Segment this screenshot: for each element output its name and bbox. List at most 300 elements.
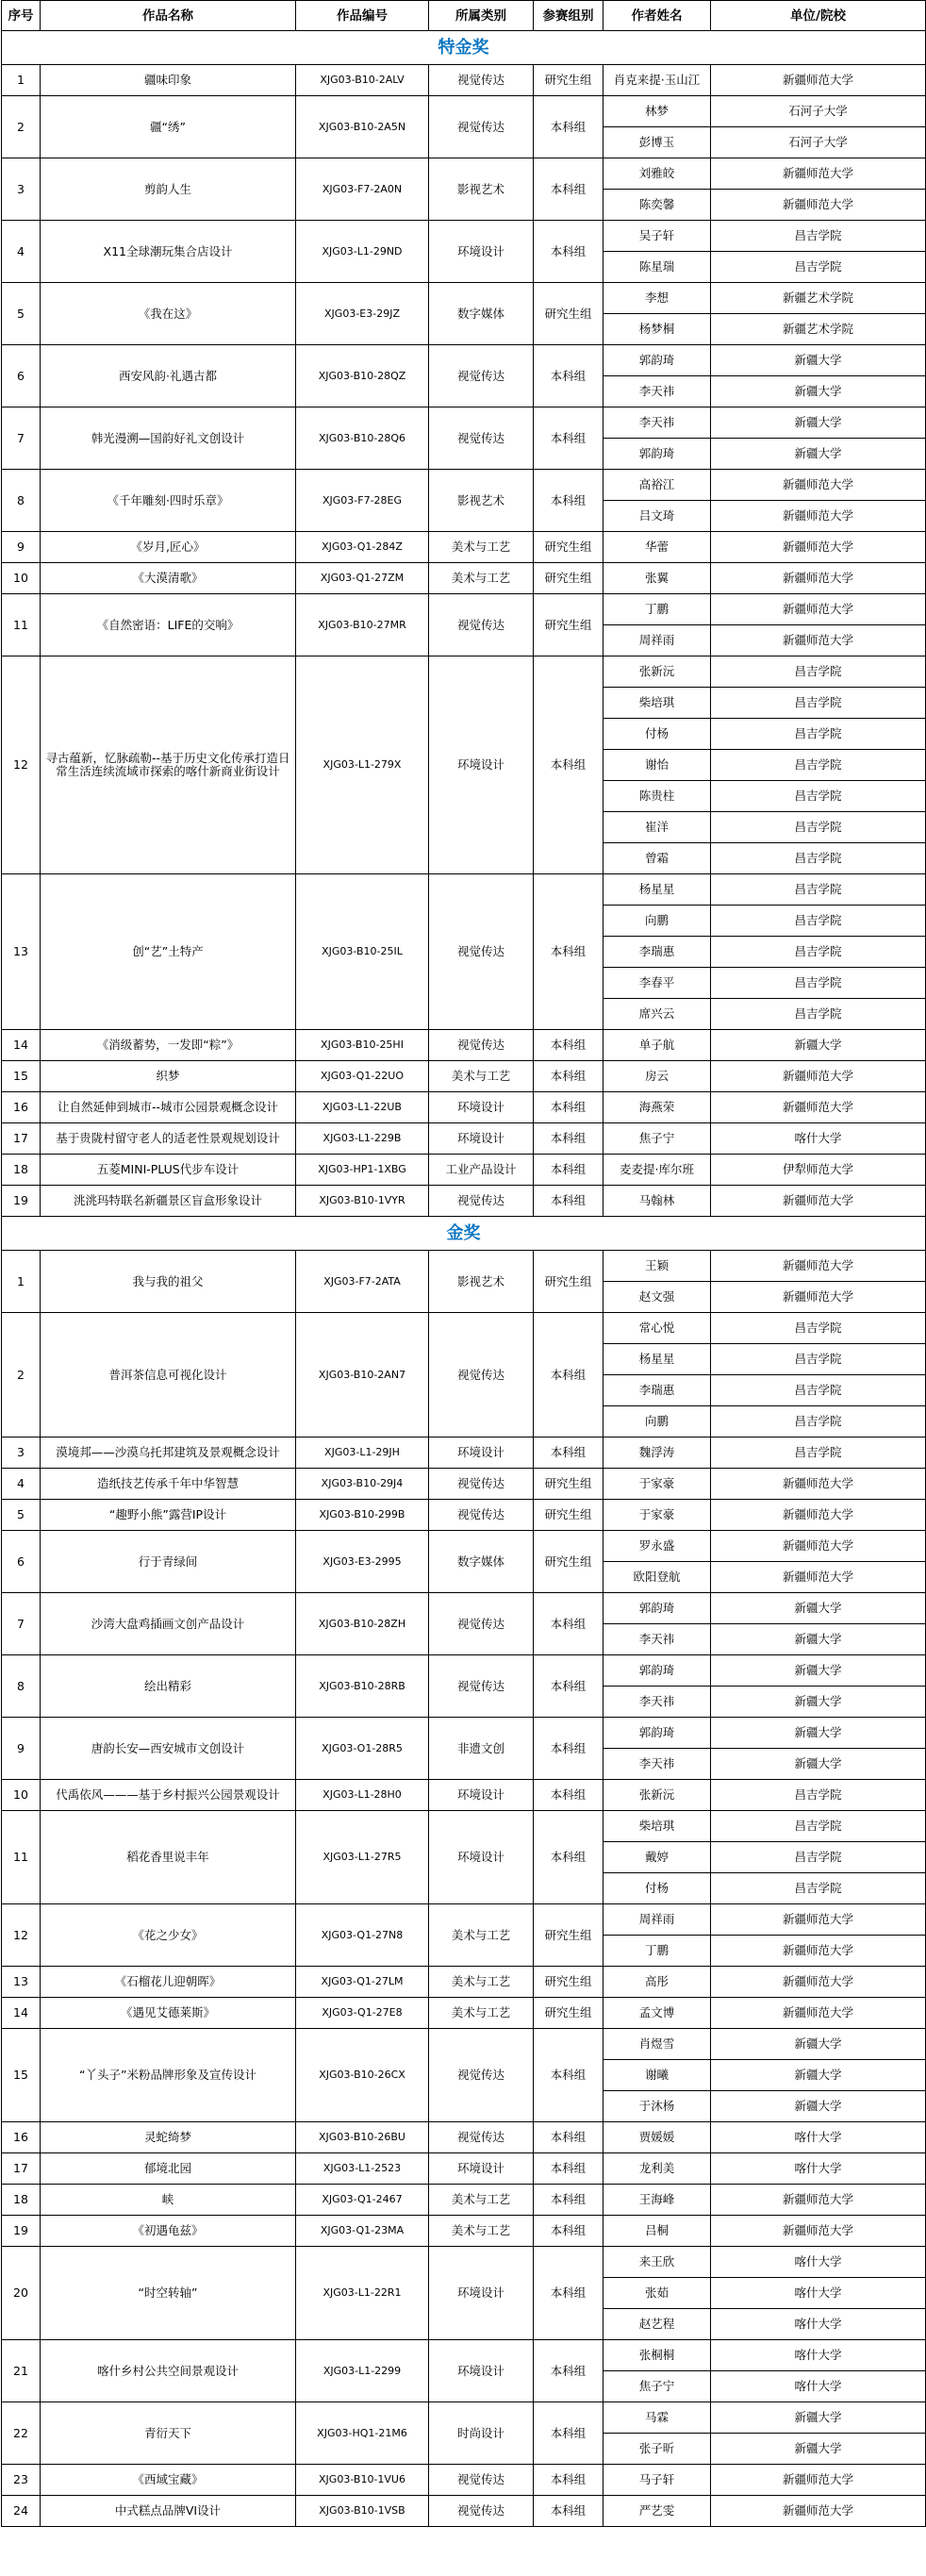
table-row (2, 2465, 926, 2496)
cell-group: 本科组 (534, 345, 604, 407)
cell-name: 灵蛇绮梦 (41, 2122, 296, 2153)
cell-no: 1 (2, 65, 41, 96)
cell-author: 林梦 (604, 96, 711, 127)
cell-author: 李天祎 (604, 1624, 711, 1655)
section-row (2, 1217, 926, 1251)
cell-code: XJG03-B10-25IL (296, 874, 429, 1030)
cell-no: 2 (2, 96, 41, 158)
cell-no: 16 (2, 2122, 41, 2153)
cell-school: 新疆师范大学 (711, 594, 926, 625)
cell-name: X11全球潮玩集合店设计 (41, 221, 296, 283)
cell-category: 环境设计 (429, 1123, 534, 1155)
cell-school: 新疆大学 (711, 1749, 926, 1780)
table-row (2, 2496, 926, 2527)
table-row (2, 1469, 926, 1500)
cell-school: 新疆师范大学 (711, 2185, 926, 2216)
cell-group: 本科组 (534, 2216, 604, 2247)
cell-category: 数字媒体 (429, 1531, 534, 1593)
cell-group: 本科组 (534, 1061, 604, 1092)
cell-group: 本科组 (534, 1155, 604, 1186)
cell-author: 肖克来提·玉山江 (604, 65, 711, 96)
cell-school: 昌吉学院 (711, 252, 926, 283)
cell-author: 李天祎 (604, 1749, 711, 1780)
cell-author: 李天祎 (604, 1687, 711, 1718)
cell-no: 4 (2, 1469, 41, 1500)
cell-name: 疆“绣” (41, 96, 296, 158)
cell-author: 于家豪 (604, 1500, 711, 1531)
cell-name: 绘出精彩 (41, 1655, 296, 1718)
table-row (2, 1500, 926, 1531)
cell-group: 本科组 (534, 1593, 604, 1655)
cell-name: 造纸技艺传承千年中华智慧 (41, 1469, 296, 1500)
cell-author: 丁鹏 (604, 1936, 711, 1967)
table-row (2, 1092, 926, 1123)
cell-school: 石河子大学 (711, 96, 926, 127)
cell-name: 疆味印象 (41, 65, 296, 96)
cell-author: 常心悦 (604, 1313, 711, 1344)
cell-school: 新疆师范大学 (711, 65, 926, 96)
cell-author: 向鹏 (604, 1406, 711, 1438)
cell-category: 美术与工艺 (429, 563, 534, 594)
cell-school: 喀什大学 (711, 2309, 926, 2340)
cell-school: 新疆大学 (711, 2402, 926, 2434)
cell-name: 《千年雕刻·四时乐章》 (41, 470, 296, 532)
cell-group: 研究生组 (534, 65, 604, 96)
cell-category: 视觉传达 (429, 594, 534, 656)
cell-code: XJG03-B10-28Q6 (296, 407, 429, 470)
cell-code: XJG03-B10-25HI (296, 1030, 429, 1061)
cell-author: 郭韵琦 (604, 1593, 711, 1624)
cell-group: 本科组 (534, 96, 604, 158)
table-row (2, 345, 926, 376)
table-row (2, 1718, 926, 1749)
cell-author: 马霖 (604, 2402, 711, 2434)
cell-author: 席兴云 (604, 999, 711, 1030)
cell-code: XJG03-B10-1VSB (296, 2496, 429, 2527)
cell-name: 韩光漫溯—国韵好礼文创设计 (41, 407, 296, 470)
cell-no: 12 (2, 656, 41, 874)
cell-school: 昌吉学院 (711, 1780, 926, 1811)
cell-school: 昌吉学院 (711, 1313, 926, 1344)
cell-name: “时空转轴” (41, 2247, 296, 2340)
cell-school: 昌吉学院 (711, 1438, 926, 1469)
cell-school: 昌吉学院 (711, 1344, 926, 1375)
cell-name: 青衍天下 (41, 2402, 296, 2465)
cell-group: 研究生组 (534, 1469, 604, 1500)
cell-code: XJG03-B10-28ZH (296, 1593, 429, 1655)
cell-no: 15 (2, 1061, 41, 1092)
cell-name: 《遇见艾德莱斯》 (41, 1998, 296, 2029)
cell-author: 郭韵琦 (604, 1655, 711, 1687)
cell-school: 昌吉学院 (711, 937, 926, 968)
cell-author: 焦子宁 (604, 2371, 711, 2402)
cell-author: 张翼 (604, 563, 711, 594)
cell-code: XJG03-L1-2299 (296, 2340, 429, 2402)
cell-code: XJG03-B10-2AN7 (296, 1313, 429, 1438)
cell-author: 龙利美 (604, 2153, 711, 2185)
cell-category: 环境设计 (429, 1811, 534, 1904)
table-row (2, 407, 926, 439)
section-title: 特金奖 (2, 31, 926, 65)
cell-school: 喀什大学 (711, 2247, 926, 2278)
cell-name: 峡 (41, 2185, 296, 2216)
cell-school: 喀什大学 (711, 2278, 926, 2309)
cell-code: XJG03-B10-28RB (296, 1655, 429, 1718)
cell-name: 《消级蓄势，一发即“粽”》 (41, 1030, 296, 1061)
cell-school: 石河子大学 (711, 127, 926, 158)
cell-author: 马翰林 (604, 1186, 711, 1217)
cell-school: 新疆大学 (711, 2060, 926, 2091)
cell-author: 李天祎 (604, 376, 711, 407)
cell-school: 昌吉学院 (711, 1842, 926, 1873)
cell-author: 谢曦 (604, 2060, 711, 2091)
cell-author: 房云 (604, 1061, 711, 1092)
cell-name: 《西域宝藏》 (41, 2465, 296, 2496)
table-row (2, 532, 926, 563)
cell-name: 《石榴花儿迎朝晖》 (41, 1967, 296, 1998)
cell-school: 昌吉学院 (711, 999, 926, 1030)
cell-group: 本科组 (534, 1780, 604, 1811)
cell-school: 昌吉学院 (711, 688, 926, 719)
cell-school: 新疆大学 (711, 1687, 926, 1718)
cell-group: 研究生组 (534, 1531, 604, 1593)
cell-author: 柴培琪 (604, 1811, 711, 1842)
cell-author: 曾霜 (604, 843, 711, 874)
cell-no: 15 (2, 2029, 41, 2122)
cell-author: 张子昕 (604, 2434, 711, 2465)
cell-author: 海燕荣 (604, 1092, 711, 1123)
cell-school: 新疆大学 (711, 376, 926, 407)
cell-group: 本科组 (534, 158, 604, 221)
cell-school: 喀什大学 (711, 2153, 926, 2185)
cell-no: 8 (2, 470, 41, 532)
cell-school: 新疆师范大学 (711, 190, 926, 221)
cell-no: 17 (2, 1123, 41, 1155)
header-name: 作品名称 (41, 1, 296, 31)
cell-group: 研究生组 (534, 1967, 604, 1998)
cell-category: 视觉传达 (429, 1593, 534, 1655)
cell-category: 环境设计 (429, 1780, 534, 1811)
cell-school: 新疆师范大学 (711, 2496, 926, 2527)
cell-group: 本科组 (534, 2185, 604, 2216)
cell-school: 喀什大学 (711, 2122, 926, 2153)
cell-name: 稻花香里说丰年 (41, 1811, 296, 1904)
cell-category: 视觉传达 (429, 407, 534, 470)
cell-author: 马子轩 (604, 2465, 711, 2496)
cell-author: 严艺雯 (604, 2496, 711, 2527)
cell-name: “趣野小熊”露营IP设计 (41, 1500, 296, 1531)
cell-category: 影视艺术 (429, 158, 534, 221)
cell-code: XJG03-Q1-27ZM (296, 563, 429, 594)
cell-code: XJG03-E3-29JZ (296, 283, 429, 345)
cell-group: 本科组 (534, 1438, 604, 1469)
cell-no: 21 (2, 2340, 41, 2402)
table-row (2, 1251, 926, 1282)
cell-no: 3 (2, 1438, 41, 1469)
cell-no: 7 (2, 1593, 41, 1655)
cell-category: 美术与工艺 (429, 2216, 534, 2247)
cell-no: 2 (2, 1313, 41, 1438)
cell-author: 杨星星 (604, 1344, 711, 1375)
cell-school: 新疆艺术学院 (711, 314, 926, 345)
cell-group: 本科组 (534, 2247, 604, 2340)
table-row (2, 1811, 926, 1842)
cell-author: 丁鹏 (604, 594, 711, 625)
cell-school: 新疆师范大学 (711, 563, 926, 594)
cell-author: 罗永盛 (604, 1531, 711, 1562)
cell-category: 影视艺术 (429, 1251, 534, 1313)
cell-school: 新疆师范大学 (711, 1469, 926, 1500)
cell-no: 11 (2, 594, 41, 656)
section-title: 金奖 (2, 1217, 926, 1251)
cell-school: 新疆艺术学院 (711, 283, 926, 314)
cell-group: 研究生组 (534, 283, 604, 345)
cell-school: 新疆师范大学 (711, 1092, 926, 1123)
cell-category: 视觉传达 (429, 96, 534, 158)
cell-code: XJG03-Q1-2467 (296, 2185, 429, 2216)
header-code: 作品编号 (296, 1, 429, 31)
table-row (2, 2185, 926, 2216)
cell-group: 本科组 (534, 2465, 604, 2496)
cell-name: 《大漠清歌》 (41, 563, 296, 594)
cell-name: 《自然密语：LIFE的交响》 (41, 594, 296, 656)
cell-code: XJG03-Q1-27E8 (296, 1998, 429, 2029)
header-row (2, 1, 926, 31)
cell-school: 新疆师范大学 (711, 1531, 926, 1562)
cell-school: 新疆师范大学 (711, 158, 926, 190)
cell-author: 陈奕馨 (604, 190, 711, 221)
table-row (2, 656, 926, 688)
table-row (2, 1655, 926, 1687)
cell-code: XJG03-Q1-22UO (296, 1061, 429, 1092)
table-row (2, 1186, 926, 1217)
cell-author: 彭博玉 (604, 127, 711, 158)
cell-code: XJG03-HQ1-21M6 (296, 2402, 429, 2465)
cell-school: 新疆大学 (711, 1718, 926, 1749)
cell-no: 24 (2, 2496, 41, 2527)
cell-name: 《初遇龟兹》 (41, 2216, 296, 2247)
cell-no: 9 (2, 1718, 41, 1780)
cell-group: 本科组 (534, 1123, 604, 1155)
cell-school: 新疆师范大学 (711, 1998, 926, 2029)
cell-school: 新疆大学 (711, 1030, 926, 1061)
cell-name: 代禹依风———基于乡村振兴公园景观设计 (41, 1780, 296, 1811)
cell-author: 孟文博 (604, 1998, 711, 2029)
cell-name: 行于青绿间 (41, 1531, 296, 1593)
cell-name: 让自然延伸到城市--城市公园景观概念设计 (41, 1092, 296, 1123)
cell-group: 本科组 (534, 221, 604, 283)
cell-school: 新疆师范大学 (711, 625, 926, 656)
table-row (2, 2340, 926, 2371)
cell-group: 本科组 (534, 1718, 604, 1780)
cell-author: 贾媛媛 (604, 2122, 711, 2153)
table-row (2, 1313, 926, 1344)
cell-no: 19 (2, 2216, 41, 2247)
table-row (2, 2247, 926, 2278)
cell-school: 喀什大学 (711, 2340, 926, 2371)
cell-name: 五菱MINI-PLUS代步车设计 (41, 1155, 296, 1186)
cell-school: 昌吉学院 (711, 750, 926, 781)
cell-code: XJG03-B10-26BU (296, 2122, 429, 2153)
cell-code: XJG03-HP1-1XBG (296, 1155, 429, 1186)
cell-school: 昌吉学院 (711, 656, 926, 688)
cell-name: 《岁月,匠心》 (41, 532, 296, 563)
header-school: 单位/院校 (711, 1, 926, 31)
cell-name: 寻古蕴新，忆脉疏勒--基于历史文化传承打造日常生活连续流域市探索的喀什新商业街设计 (41, 656, 296, 874)
cell-school: 喀什大学 (711, 1123, 926, 1155)
cell-school: 新疆师范大学 (711, 1562, 926, 1593)
cell-name: 郁境北园 (41, 2153, 296, 2185)
table-row (2, 1030, 926, 1061)
cell-author: 郭韵琦 (604, 439, 711, 470)
cell-author: 赵艺程 (604, 2309, 711, 2340)
cell-category: 美术与工艺 (429, 1904, 534, 1967)
cell-author: 王海峰 (604, 2185, 711, 2216)
cell-category: 视觉传达 (429, 1030, 534, 1061)
cell-school: 昌吉学院 (711, 781, 926, 812)
cell-school: 昌吉学院 (711, 843, 926, 874)
cell-author: 吕文琦 (604, 501, 711, 532)
cell-author: 李春平 (604, 968, 711, 999)
cell-group: 本科组 (534, 2153, 604, 2185)
cell-school: 新疆大学 (711, 439, 926, 470)
cell-code: XJG03-Q1-23MA (296, 2216, 429, 2247)
table-row (2, 2402, 926, 2434)
cell-author: 高彤 (604, 1967, 711, 1998)
cell-no: 11 (2, 1811, 41, 1904)
table-row (2, 65, 926, 96)
cell-author: 向鹏 (604, 906, 711, 937)
cell-no: 8 (2, 1655, 41, 1718)
cell-school: 昌吉学院 (711, 1406, 926, 1438)
cell-school: 新疆大学 (711, 2434, 926, 2465)
cell-code: XJG03-B10-2ALV (296, 65, 429, 96)
cell-school: 昌吉学院 (711, 1375, 926, 1406)
cell-author: 张新沅 (604, 1780, 711, 1811)
cell-author: 于家豪 (604, 1469, 711, 1500)
cell-group: 本科组 (534, 1313, 604, 1438)
cell-code: XJG03-L1-27R5 (296, 1811, 429, 1904)
cell-school: 新疆大学 (711, 2029, 926, 2060)
cell-school: 新疆师范大学 (711, 470, 926, 501)
cell-author: 吕桐 (604, 2216, 711, 2247)
table-row (2, 563, 926, 594)
cell-no: 18 (2, 2185, 41, 2216)
cell-school: 昌吉学院 (711, 719, 926, 750)
cell-author: 来王欣 (604, 2247, 711, 2278)
header-group: 参赛组别 (534, 1, 604, 31)
cell-author: 焦子宁 (604, 1123, 711, 1155)
cell-school: 新疆师范大学 (711, 1904, 926, 1936)
cell-author: 李瑞惠 (604, 1375, 711, 1406)
cell-category: 环境设计 (429, 1092, 534, 1123)
cell-school: 新疆大学 (711, 2091, 926, 2122)
cell-code: XJG03-L1-229B (296, 1123, 429, 1155)
cell-name: “丫头子”米粉品牌形象及宣传设计 (41, 2029, 296, 2122)
cell-school: 新疆大学 (711, 1624, 926, 1655)
cell-school: 新疆师范大学 (711, 532, 926, 563)
cell-name: 基于贵陇村留守老人的适老性景观规划设计 (41, 1123, 296, 1155)
cell-no: 5 (2, 283, 41, 345)
cell-code: XJG03-B10-27MR (296, 594, 429, 656)
cell-group: 本科组 (534, 2122, 604, 2153)
cell-group: 本科组 (534, 470, 604, 532)
cell-author: 魏浮涛 (604, 1438, 711, 1469)
cell-school: 昌吉学院 (711, 1811, 926, 1842)
cell-category: 视觉传达 (429, 2496, 534, 2527)
table-row (2, 96, 926, 127)
cell-author: 付杨 (604, 1873, 711, 1904)
table-row (2, 283, 926, 314)
table-row (2, 1531, 926, 1562)
table-row (2, 221, 926, 252)
cell-code: XJG03-B10-28QZ (296, 345, 429, 407)
cell-group: 本科组 (534, 1186, 604, 1217)
cell-category: 环境设计 (429, 656, 534, 874)
cell-school: 昌吉学院 (711, 812, 926, 843)
cell-school: 新疆师范大学 (711, 1936, 926, 1967)
section-row (2, 31, 926, 65)
cell-school: 新疆大学 (711, 1593, 926, 1624)
cell-code: XJG03-L1-2523 (296, 2153, 429, 2185)
cell-author: 周祥雨 (604, 625, 711, 656)
cell-group: 本科组 (534, 874, 604, 1030)
cell-category: 时尚设计 (429, 2402, 534, 2465)
cell-author: 高裕江 (604, 470, 711, 501)
cell-author: 于沐杨 (604, 2091, 711, 2122)
cell-category: 视觉传达 (429, 1500, 534, 1531)
table-row (2, 594, 926, 625)
cell-code: XJG03-F7-2A0N (296, 158, 429, 221)
cell-group: 本科组 (534, 2402, 604, 2465)
awards-table (1, 0, 926, 2527)
cell-no: 5 (2, 1500, 41, 1531)
cell-author: 王颖 (604, 1251, 711, 1282)
cell-no: 20 (2, 2247, 41, 2340)
cell-group: 本科组 (534, 2496, 604, 2527)
cell-author: 李天祎 (604, 407, 711, 439)
cell-category: 视觉传达 (429, 2465, 534, 2496)
cell-group: 本科组 (534, 1811, 604, 1904)
cell-school: 新疆大学 (711, 407, 926, 439)
table-row (2, 1061, 926, 1092)
cell-code: XJG03-B10-2A5N (296, 96, 429, 158)
cell-category: 环境设计 (429, 221, 534, 283)
table-row (2, 1967, 926, 1998)
cell-author: 张桐桐 (604, 2340, 711, 2371)
table-row (2, 2122, 926, 2153)
cell-name: 剪韵人生 (41, 158, 296, 221)
cell-code: XJG03-F7-28EG (296, 470, 429, 532)
cell-name: 沙湾大盘鸡插画文创产品设计 (41, 1593, 296, 1655)
cell-code: XJG03-L1-29JH (296, 1438, 429, 1469)
table-row (2, 1123, 926, 1155)
cell-author: 郭韵琦 (604, 345, 711, 376)
cell-no: 12 (2, 1904, 41, 1967)
cell-author: 张新沅 (604, 656, 711, 688)
cell-code: XJG03-L1-279X (296, 656, 429, 874)
cell-category: 美术与工艺 (429, 1967, 534, 1998)
table-body (2, 31, 926, 2527)
cell-category: 环境设计 (429, 2153, 534, 2185)
cell-group: 本科组 (534, 2340, 604, 2402)
cell-school: 喀什大学 (711, 2371, 926, 2402)
table-row (2, 874, 926, 906)
cell-code: XJG03-B10-1VYR (296, 1186, 429, 1217)
cell-author: 戴婷 (604, 1842, 711, 1873)
cell-school: 伊犁师范大学 (711, 1155, 926, 1186)
header-no: 序号 (2, 1, 41, 31)
